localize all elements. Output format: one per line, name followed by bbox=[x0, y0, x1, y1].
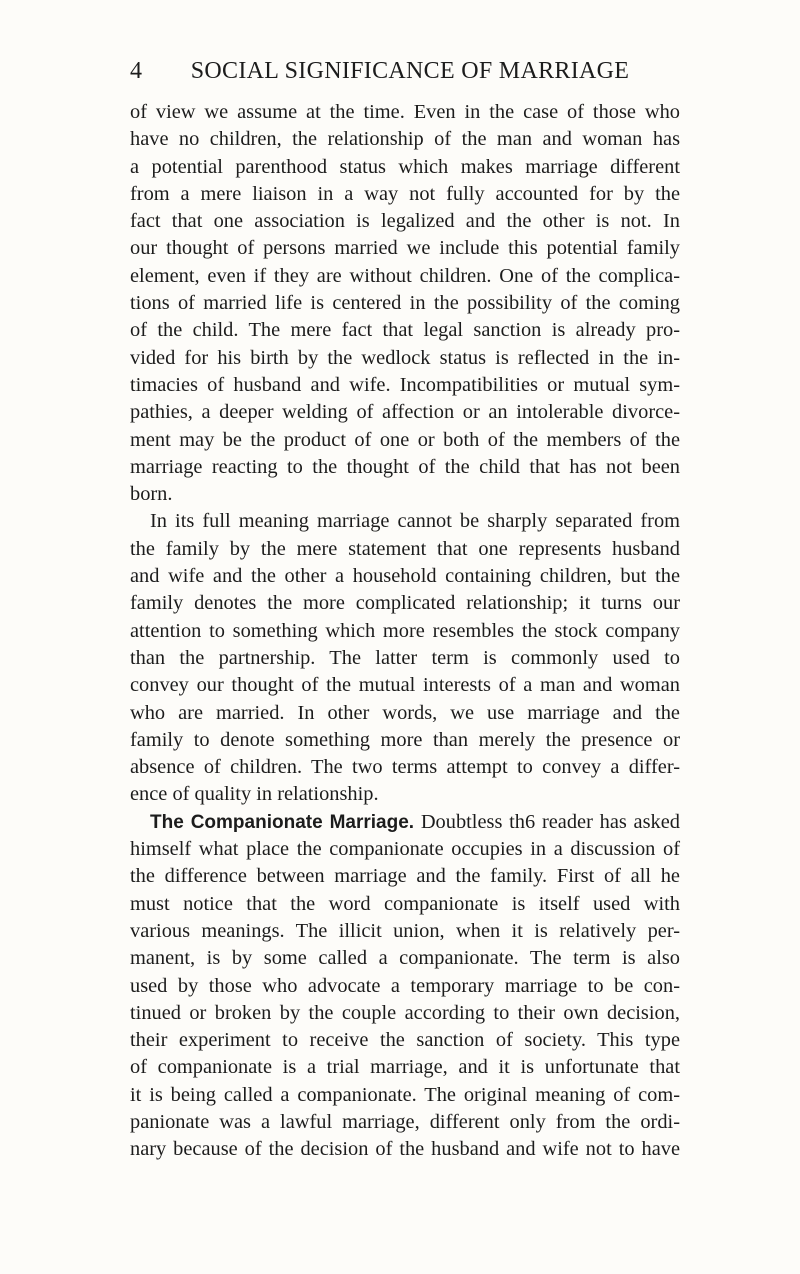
text-line: the difference between marriage and the family. First of all he bbox=[130, 865, 680, 888]
text-line: of companionate is a trial marriage, and it is unfortunate that bbox=[130, 1056, 680, 1079]
text-line: our thought of persons married we include this potential family bbox=[130, 237, 680, 260]
text-line: ence of quality in relationship. bbox=[130, 783, 379, 806]
text-line: himself what place the companionate occupies in a discussion of bbox=[130, 838, 680, 861]
text-line: their experiment to receive the sanction of society. This type bbox=[130, 1029, 680, 1052]
text-line: and wife and the other a household containing children, but the bbox=[130, 565, 680, 588]
text-line: ment may be the product of one or both of the members of the bbox=[130, 428, 680, 451]
text-line: timacies of husband and wife. Incompatibilities or mutual sym- bbox=[130, 373, 680, 396]
page-number: 4 bbox=[130, 58, 143, 84]
text-line: convey our thought of the mutual interests of a man and woman bbox=[130, 674, 680, 697]
text-line: fact that one association is legalized and the other is not. In bbox=[130, 210, 680, 233]
text-line: the family by the mere statement that one represents husband bbox=[130, 537, 680, 560]
text-line: attention to something which more resembles the stock company bbox=[130, 619, 680, 642]
text-line: pathies, a deeper welding of affection or an intolerable divorce- bbox=[130, 401, 680, 424]
text-line: family to denote something more than merely the presence or bbox=[130, 728, 680, 751]
text-line: than the partnership. The latter term is commonly used to bbox=[130, 646, 680, 669]
text-line: tinued or broken by the couple according to their own decision, bbox=[130, 1001, 680, 1024]
text-line: of view we assume at the time. Even in the case of those who bbox=[130, 101, 680, 123]
text-line: of the child. The mere fact that legal sanction is already pro- bbox=[130, 319, 680, 342]
text-line: tions of married life is centered in the possibility of the coming bbox=[130, 292, 680, 315]
text-line bbox=[130, 809, 680, 836]
text-line: used by those who advocate a temporary marriage to be con- bbox=[130, 974, 680, 997]
text-line: absence of children. The two terms attempt to convey a differ- bbox=[130, 756, 680, 779]
text-line: element, even if they are without children. One of the complica- bbox=[130, 264, 680, 287]
text-line: family denotes the more complicated relationship; it turns our bbox=[130, 592, 680, 615]
text-line: various meanings. The illicit union, when it is relatively per- bbox=[130, 919, 680, 942]
section-heading: The Companionate Marriage. bbox=[150, 811, 415, 833]
text-line: who are married. In other words, we use marriage and the bbox=[130, 701, 680, 724]
text-line: born. bbox=[130, 483, 173, 506]
text-line: marriage reacting to the thought of the child that has not been bbox=[130, 455, 680, 478]
text-line: In its full meaning marriage cannot be sharply separated from bbox=[150, 510, 680, 533]
text-line: a potential parenthood status which makes marriage different bbox=[130, 155, 680, 178]
running-head bbox=[130, 54, 690, 88]
text-line: panionate was a lawful marriage, different only from the ordi- bbox=[130, 1110, 680, 1133]
section-opening-text: Doubtless th6 reader has asked bbox=[420, 810, 680, 833]
text-line: from a mere liaison in a way not fully accounted for by the bbox=[130, 182, 680, 205]
text-line: vided for his birth by the wedlock status is reflected in the in- bbox=[130, 346, 680, 369]
text-line: it is being called a companionate. The original meaning of com- bbox=[130, 1083, 680, 1106]
text-line: have no children, the relationship of the man and woman has bbox=[130, 128, 680, 151]
running-head-title: SOCIAL SIGNIFICANCE OF MARRIAGE bbox=[190, 58, 630, 84]
text-line: manent, is by some called a companionate. The term is also bbox=[130, 947, 680, 970]
text-line: nary because of the decision of the husband and wife not to have bbox=[130, 1138, 680, 1161]
body-text bbox=[130, 99, 680, 1164]
text-line: must notice that the word companionate is itself used with bbox=[130, 892, 680, 915]
